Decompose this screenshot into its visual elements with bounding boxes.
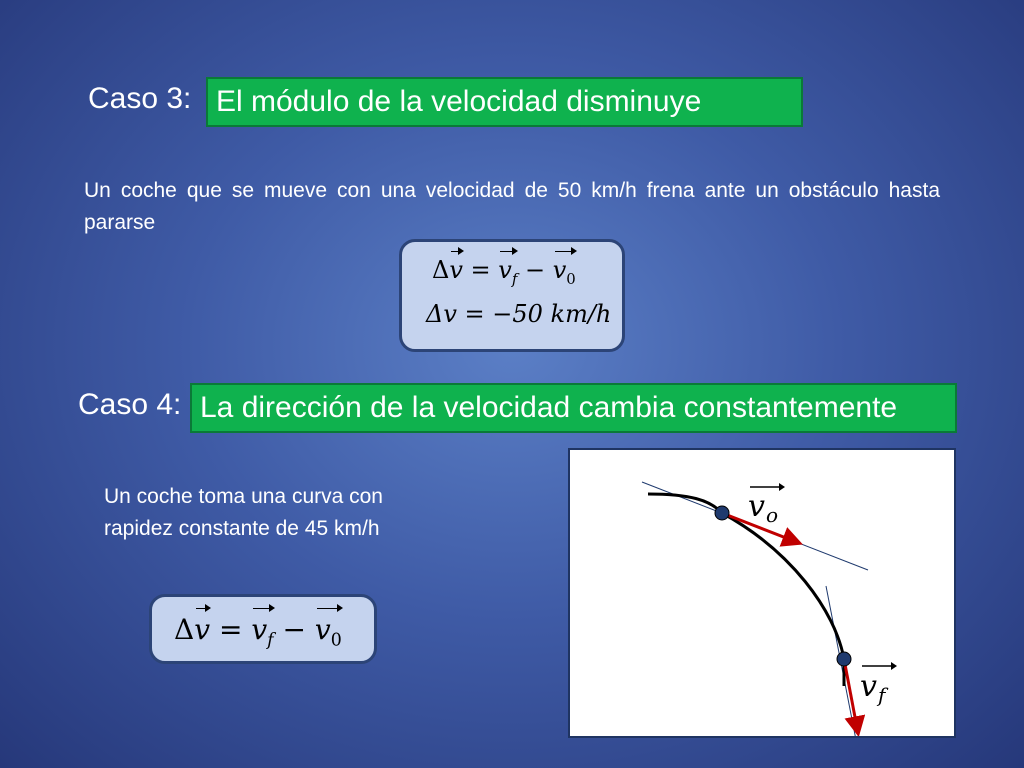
- case4-title-box: [190, 383, 957, 433]
- case3-formula-line1: $\Delta v = v_f - v_0$: [432, 256, 576, 288]
- case4-description-line1: Un coche toma una curva con: [104, 485, 383, 508]
- initial-point: [715, 506, 729, 520]
- case4-label: Caso 4:: [78, 388, 182, 421]
- case4-description: [104, 481, 383, 545]
- svg-text:v: v: [748, 489, 765, 524]
- svg-text:f: f: [878, 683, 886, 707]
- svg-text:o: o: [766, 503, 779, 527]
- case4-formula-box: [149, 594, 377, 664]
- final-point: [837, 652, 851, 666]
- case4-title: La dirección de la velocidad cambia constantemente: [200, 391, 898, 424]
- case4-description-line2: rapidez constante de 45 km/h: [104, 517, 380, 540]
- case3-title-box: [206, 77, 803, 127]
- label-final-velocity: [860, 662, 897, 707]
- case3-title: El módulo de la velocidad disminuye: [216, 85, 702, 118]
- case3-label: Caso 3:: [88, 82, 192, 115]
- case3-formula-line2: Δv = −50 km/h: [426, 300, 612, 328]
- svg-text:v: v: [860, 669, 877, 704]
- case3-formula-box: [399, 239, 625, 352]
- curve-diagram: [568, 448, 956, 738]
- final-velocity-arrow: [844, 659, 858, 733]
- label-initial-velocity: [748, 483, 785, 527]
- curve-diagram-svg: [570, 450, 954, 736]
- case3-description: Un coche que se mueve con una velocidad de 50 km/h frena ante un obstáculo hasta pararse: [84, 179, 940, 234]
- case4-formula: $\Delta v = v_f - v_0$: [174, 613, 342, 651]
